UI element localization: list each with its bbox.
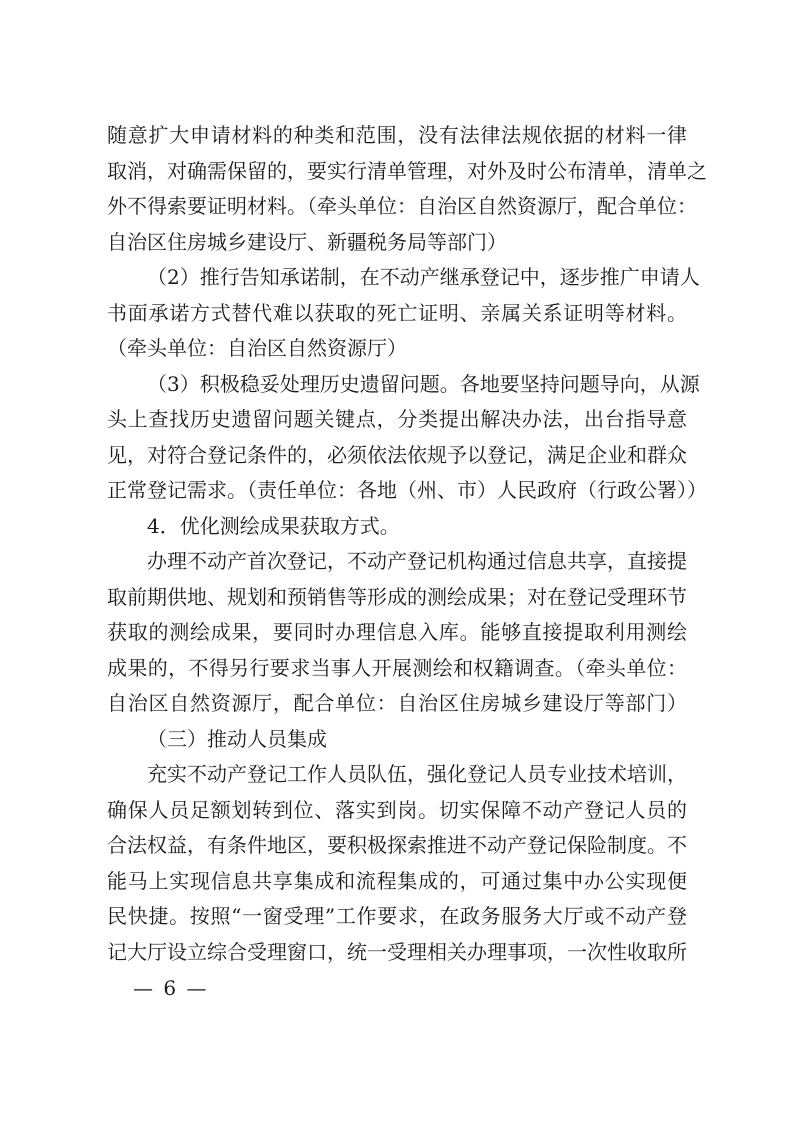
text-line: 自治区住房城乡建设厅、新疆税务局等部门） [107, 230, 507, 254]
text-line: 4．优化测绘成果获取方式。 [147, 514, 400, 538]
text-line: 确保人员足额划转到位、落实到岗。切实保障不动产登记人员的 [107, 798, 687, 822]
text-line: 正常登记需求。（责任单位：各地（州、市）人民政府（行政公署）） [107, 478, 707, 502]
text-line: （3）积极稳妥处理历史遗留问题。各地要坚持问题导向，从源 [147, 372, 700, 396]
text-line: 外不得索要证明材料。（牵头单位：自治区自然资源厅，配合单位： [107, 194, 697, 218]
text-line: 书面承诺方式替代难以获取的死亡证明、亲属关系证明等材料。 [107, 301, 687, 325]
text-line: 获取的测绘成果，要同时办理信息入库。能够直接提取利用测绘 [107, 620, 687, 644]
text-line: （牵头单位：自治区自然资源厅） [107, 336, 407, 360]
text-line: 合法权益，有条件地区，要积极探索推进不动产登记保险制度。不 [107, 833, 687, 857]
text-line: 能马上实现信息共享集成和流程集成的，可通过集中办公实现便 [107, 869, 687, 893]
text-line: 取消，对确需保留的，要实行清单管理，对外及时公布清单，清单之 [107, 159, 707, 183]
text-line: 办理不动产首次登记，不动产登记机构通过信息共享，直接提 [147, 549, 687, 573]
text-line: 见，对符合登记条件的，必须依法依规予以登记，满足企业和群众 [107, 443, 687, 467]
text-line: （2）推行告知承诺制，在不动产继承登记中，逐步推广申请人 [147, 265, 700, 289]
text-line: 记大厅设立综合受理窗口，统一受理相关办理事项，一次性收取所 [107, 940, 687, 964]
text-line: 取前期供地、规划和预销售等形成的测绘成果；对在登记受理环节 [107, 585, 687, 609]
text-line: 自治区自然资源厅，配合单位：自治区住房城乡建设厅等部门） [107, 691, 687, 715]
text-line: 成果的，不得另行要求当事人开展测绘和权籍调查。（牵头单位： [107, 656, 687, 680]
text-line: 民快捷。按照“一窗受理”工作要求，在政务服务大厅或不动产登 [107, 904, 687, 928]
text-line: 充实不动产登记工作人员队伍，强化登记人员专业技术培训， [147, 762, 687, 786]
page-number: — 6 — [133, 976, 209, 1000]
text-line: 随意扩大申请材料的种类和范围，没有法律法规依据的材料一律 [107, 123, 687, 147]
text-line: （三）推动人员集成 [147, 727, 327, 751]
text-line: 头上查找历史遗留问题关键点，分类提出解决办法，出台指导意 [107, 407, 687, 431]
